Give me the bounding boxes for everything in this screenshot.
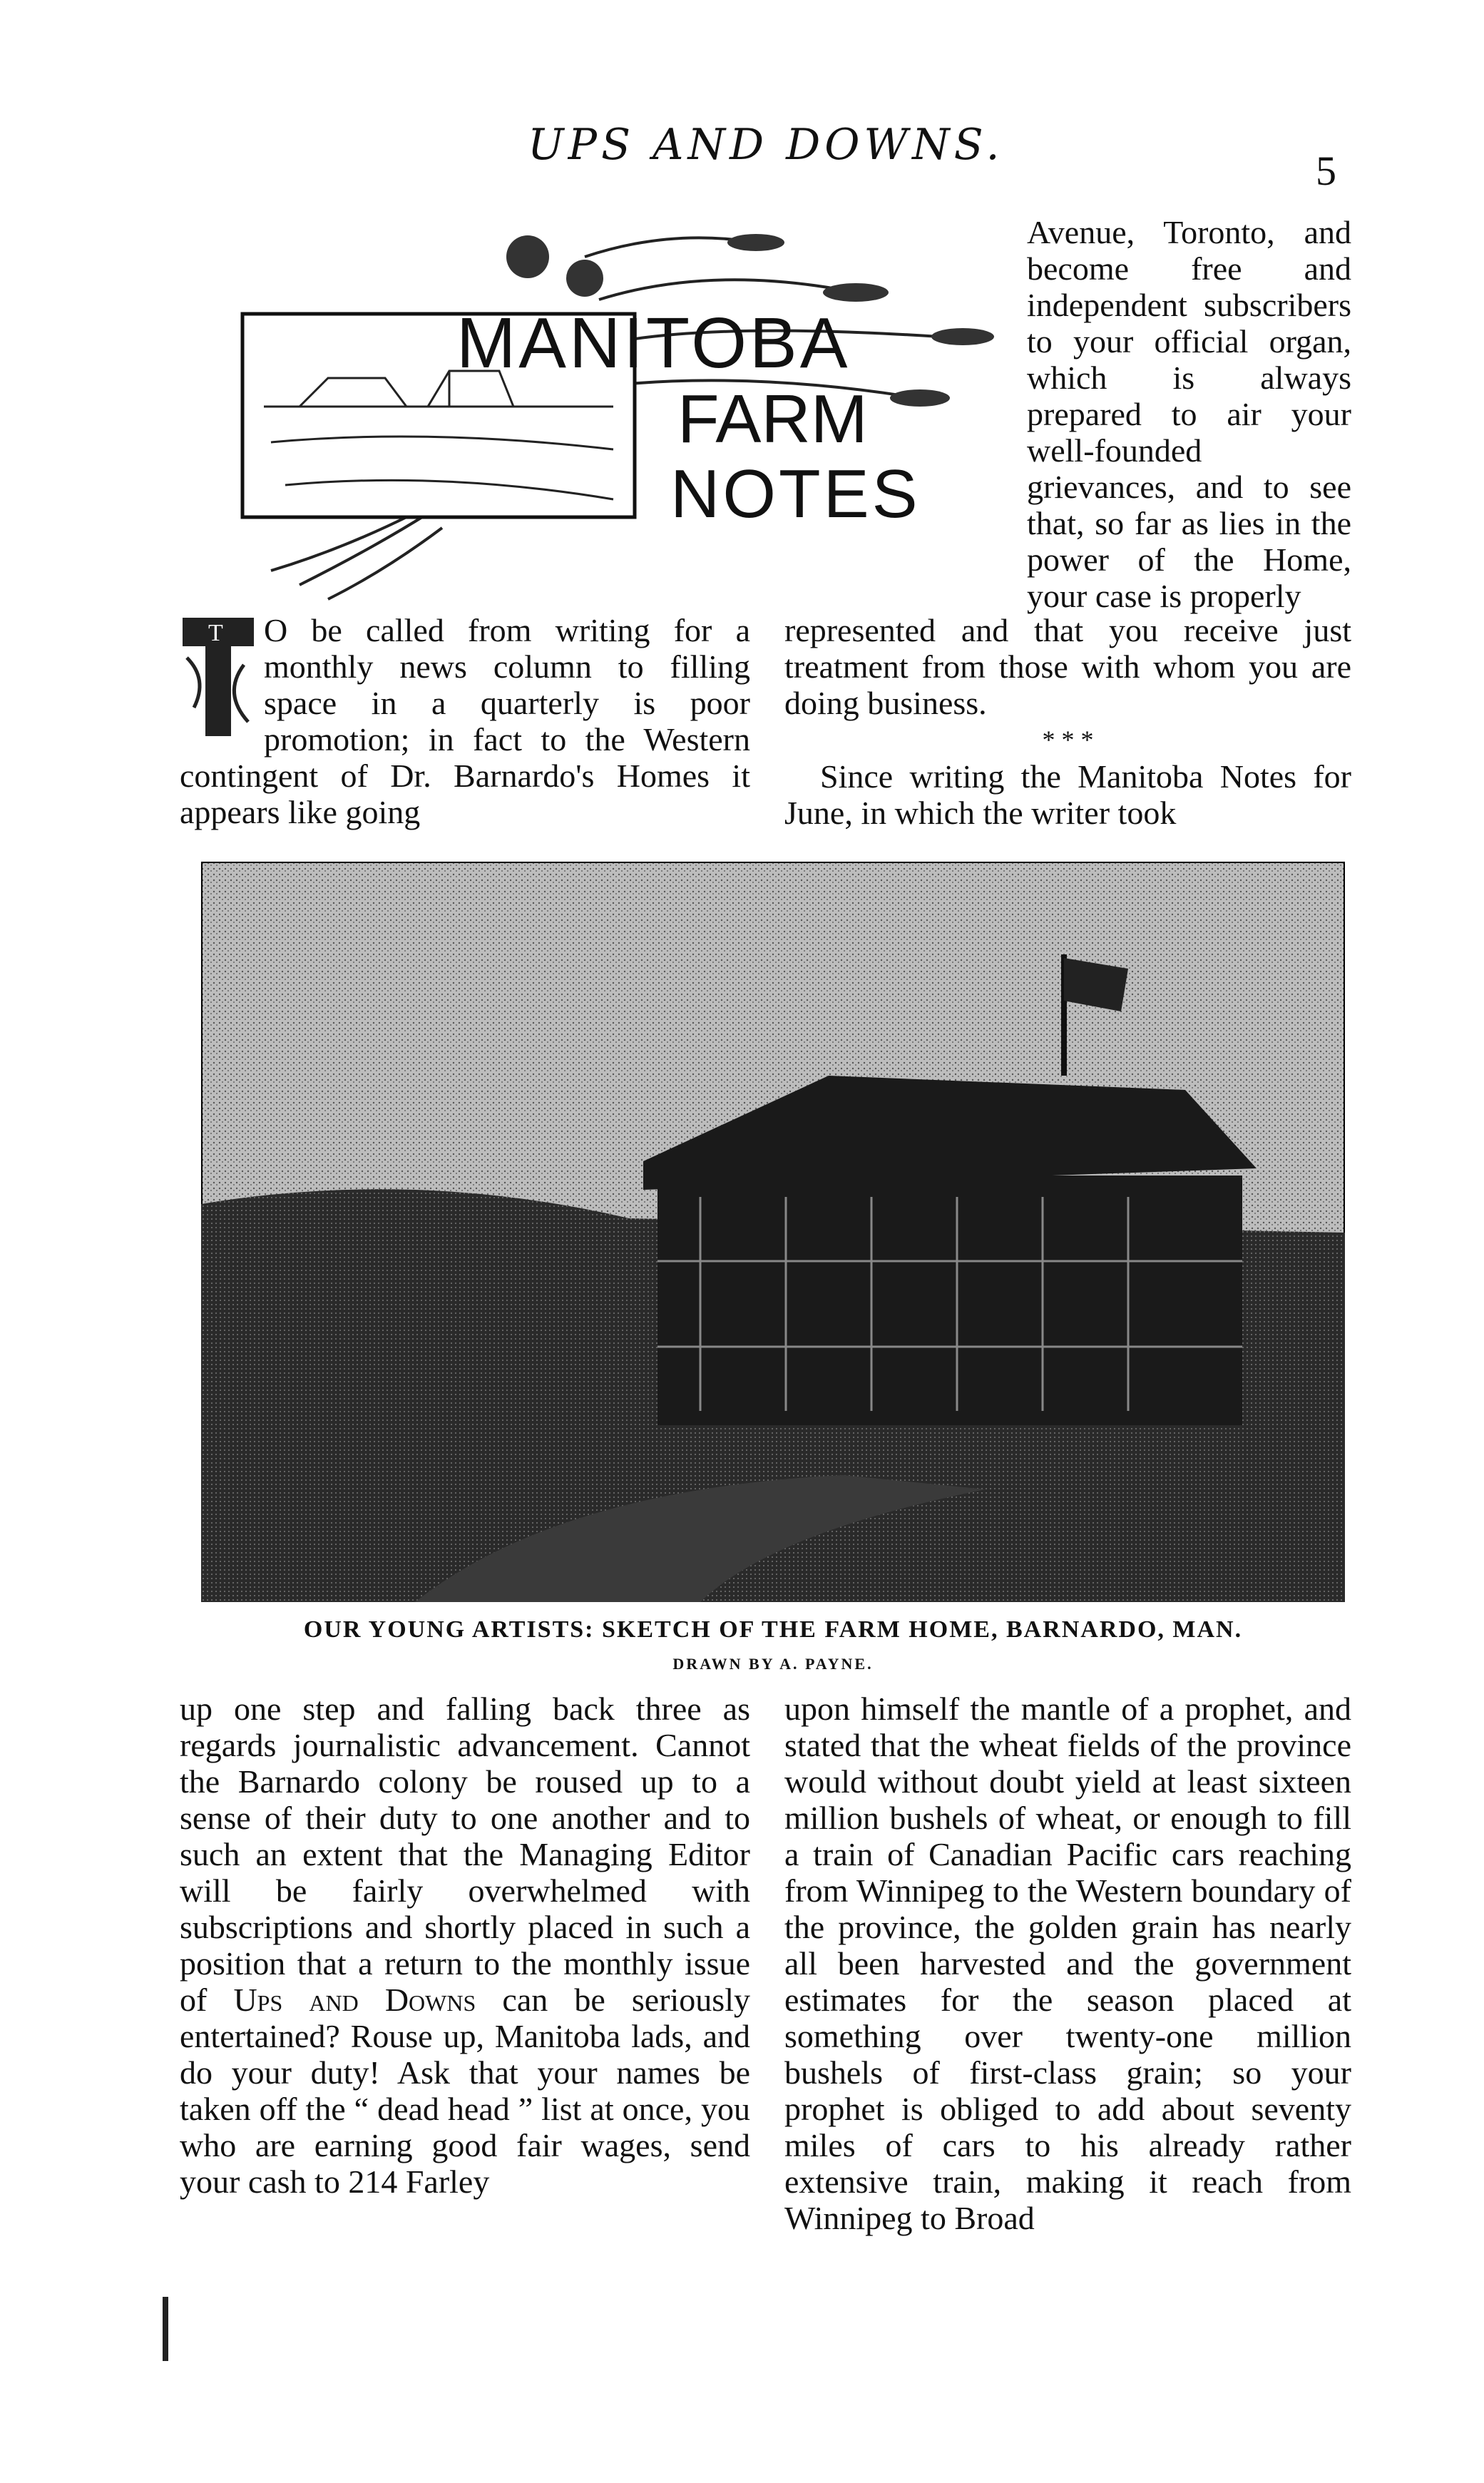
drop-cap-ornament: [180, 615, 257, 742]
figure-credit: DRAWN BY A. PAYNE.: [672, 1655, 874, 1673]
article-top-left: [180, 612, 750, 830]
heading-line-manitoba: MANITOBA: [456, 303, 851, 383]
page-number: 5: [1316, 148, 1336, 194]
drop-cap-letter: T: [208, 620, 223, 646]
paragraph: upon himself the mantle of a prophet, and stated that the wheat fields of the province would without doubt yield at least sixteen million bushels of wheat, or enough to fill a train of Canadian Pacific cars reaching from Winnipeg to the Western boundary of the province, the golden grain has nearly all been harvested and the government estimates for the season placed at something over twenty-one million bushels of first-class grain; so your prophet is obliged to add about seventy miles of cars to his already rather extensive train, making it reach from Winnipeg to Broad: [784, 1691, 1351, 2236]
paragraph: O be called from writing for a monthly news column to filling space in a quarterly is poor promotion; in fact to the Western contingent of Dr. Barnardo's Homes it appears like going: [180, 612, 750, 830]
paragraph: represented and that you receive just treatment from those with whom you are doing business.: [784, 612, 1351, 721]
publication-name: Ups and Downs: [233, 1982, 476, 2018]
paragraph: Since writing the Manitoba Notes for June, in which the writer took: [784, 758, 1351, 831]
article-top-right-narrow: [1027, 214, 1351, 614]
paragraph: [180, 1691, 750, 2200]
farm-house: [643, 1076, 1257, 1425]
running-title: UPS AND DOWNS.: [528, 120, 1004, 170]
paragraph: Avenue, Toronto, and become free and independent subscribers to your official organ, which is always prepared to air your well-founded grievances, and to see that, so far as lies in the power of the Home, your case is properly: [1027, 214, 1351, 614]
article-top-right: [784, 612, 1351, 831]
article-bottom-left: [180, 1691, 750, 2200]
section-separator: * * *: [1042, 725, 1094, 754]
margin-mark: [163, 2297, 168, 2361]
paragraph-text: up one step and falling back three as regards journalistic advancement. Cannot the Barnardo colony be roused up to a sense of their duty to one another and to such an extent that the Managing Editor will be fairly overwhelmed with subscriptions and shortly placed in such a position that a return to the monthly issue of: [180, 1691, 750, 2018]
heading-line-notes: NOTES: [670, 456, 921, 532]
figure-caption: OUR YOUNG ARTISTS: SKETCH OF THE FARM HOME, BARNARDO, MAN.: [303, 1616, 1243, 1643]
farm-home-illustration: [201, 862, 1345, 1602]
article-bottom-right: [784, 1691, 1351, 2236]
heading-line-farm: FARM: [677, 381, 868, 457]
manitoba-farm-notes-heading: [214, 214, 998, 613]
paragraph-text: can be seriously entertained? Rouse up, Manitoba lads, and do your duty! Ask that your names be taken off the “ dead head ” list at once, you who are earning good fair wages, send your cash to 214 Farley: [180, 1982, 750, 2200]
